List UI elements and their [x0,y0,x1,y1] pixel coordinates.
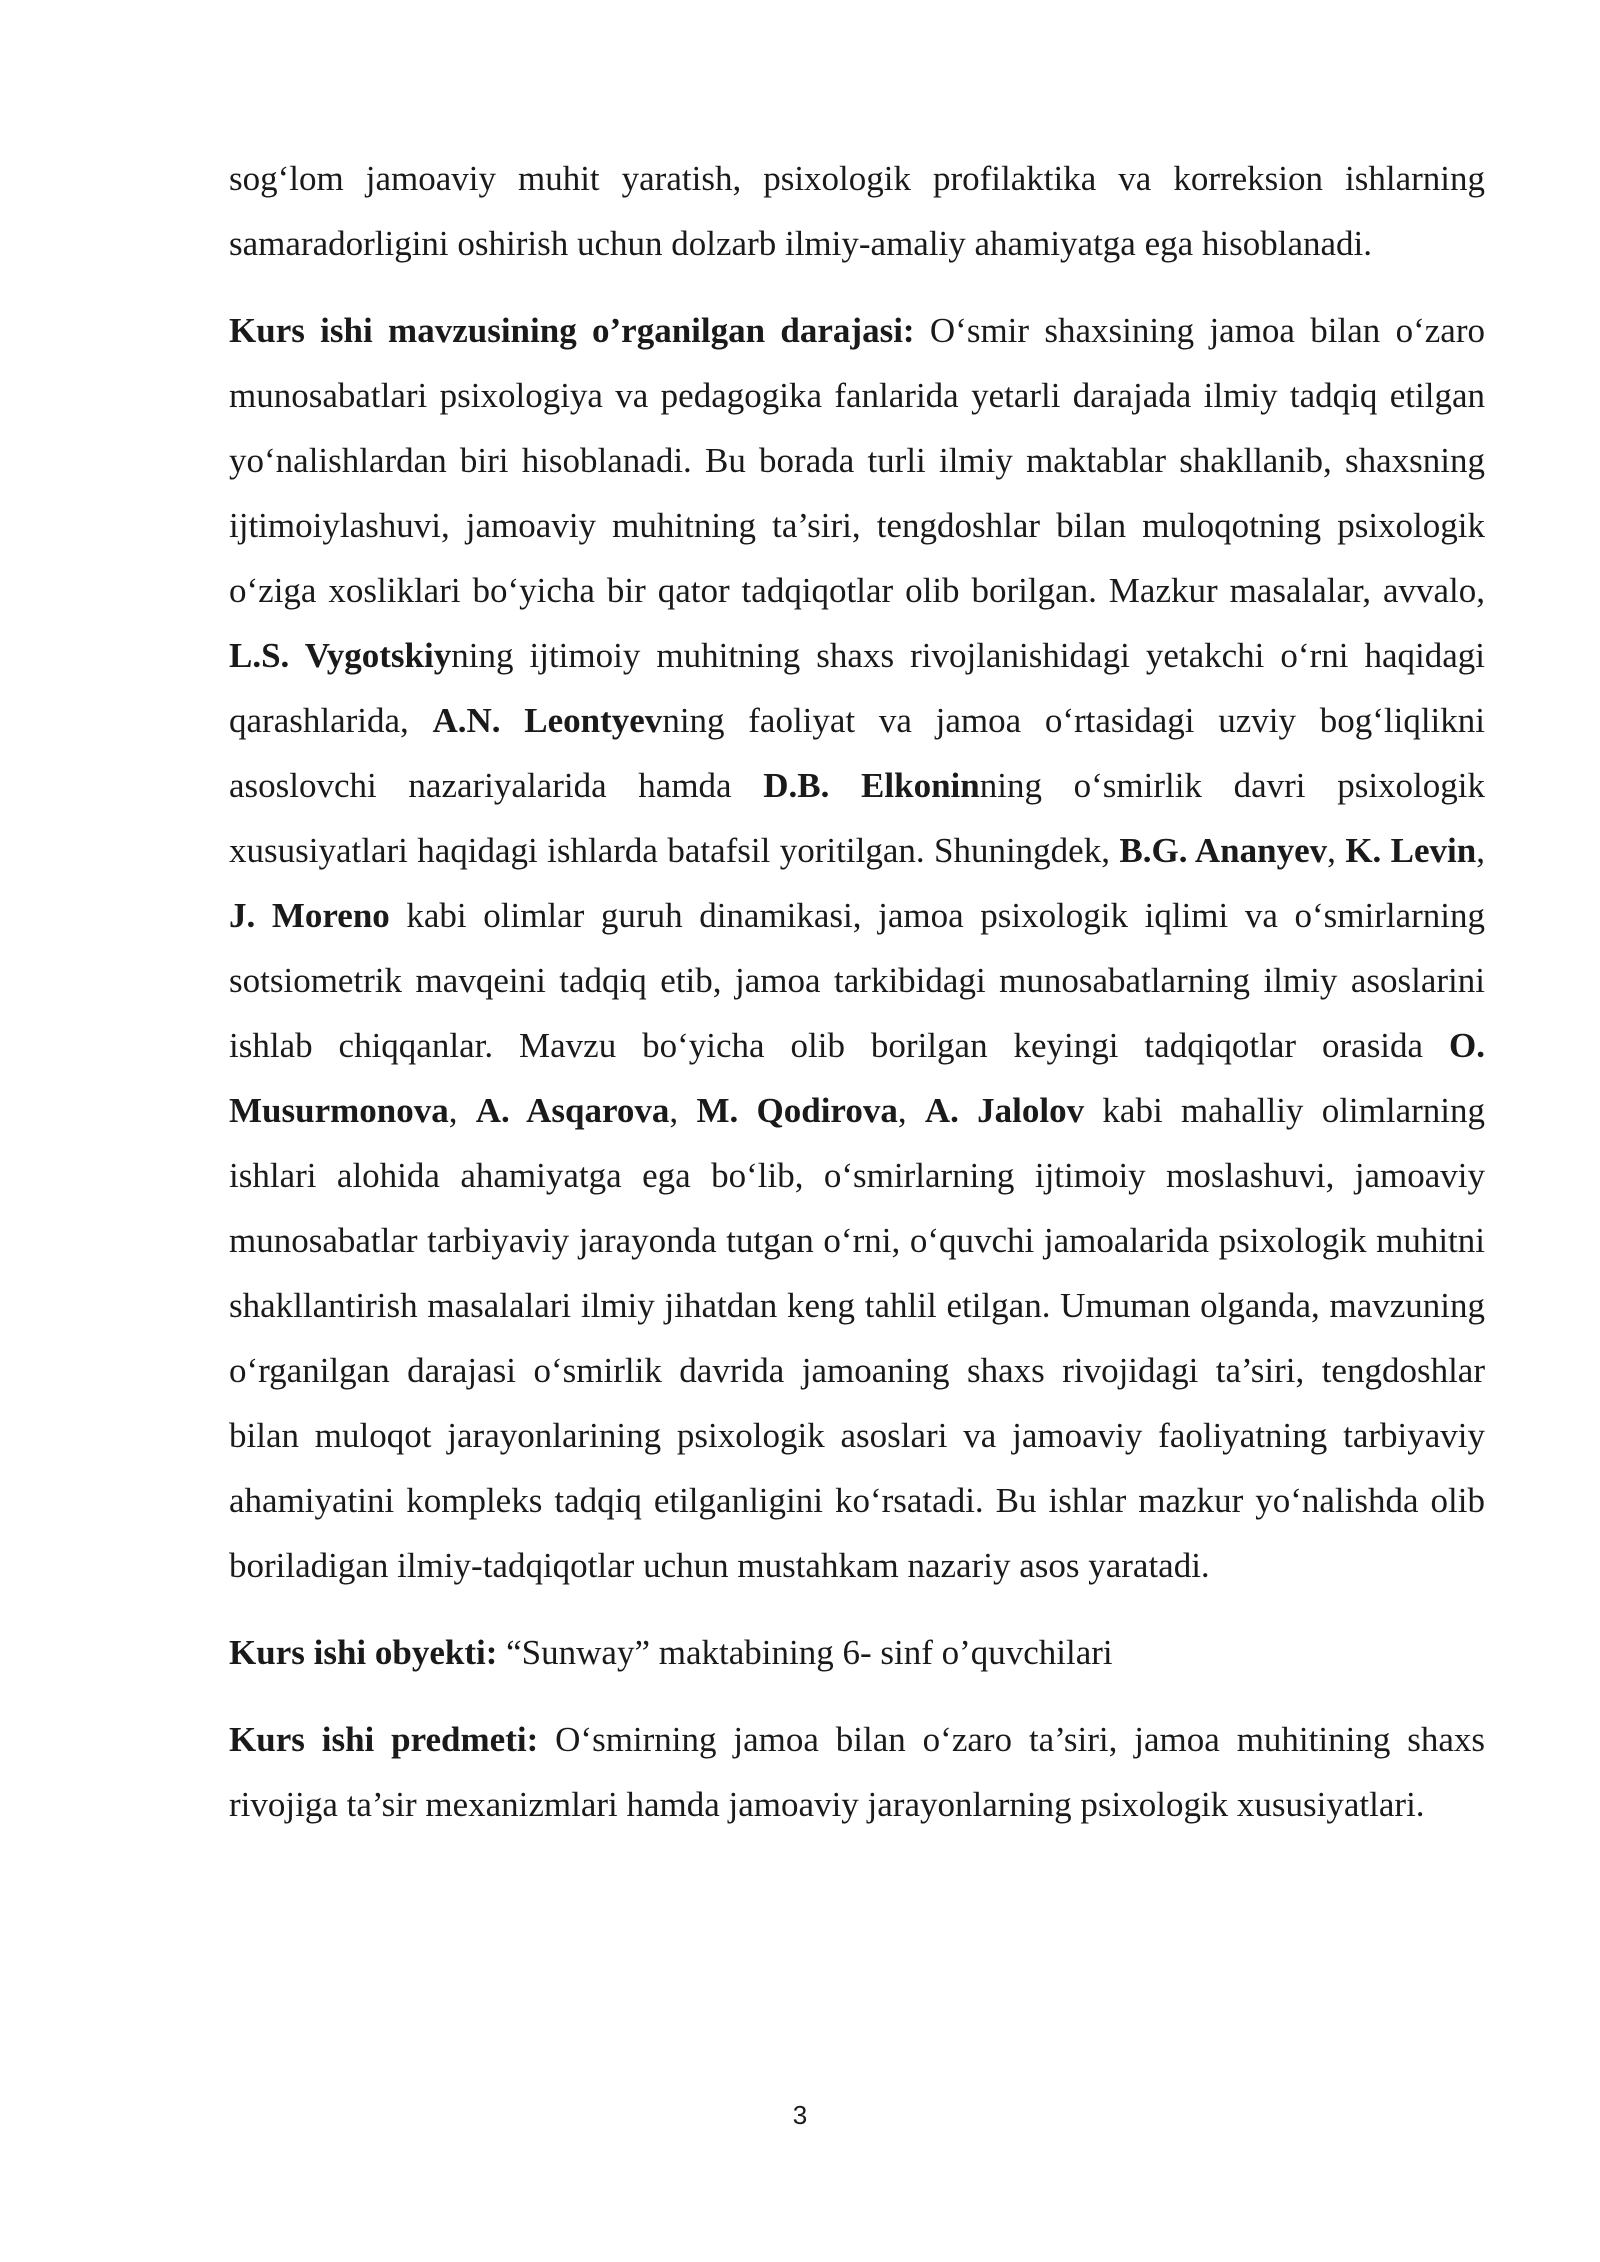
studied-degree-text-5: kabi olimlar guruh dinamikasi, jamoa psixologik iqlimi va o‘smirlarning sotsiometrik mavqeini tadqiq etib, jamoa tarkibidagi munosabatlarning ilmiy asoslarini ishlab chiqqanlar. Mavzu bo‘yicha olib borilgan keyingi tadqiqotlar orasida [229,896,1486,1065]
separator: , [448,1091,476,1130]
author-moreno: J. Moreno [229,896,390,935]
author-jalolov: A. Jalolov [924,1091,1085,1130]
studied-degree-paragraph [229,298,1485,1598]
object-heading: Kurs ishi obyekti: [229,1633,498,1672]
separator: , [1327,831,1346,870]
intro-text: sog‘lom jamoaviy muhit yaratish, psixologik profilaktika va korreksion ishlarning samaradorligini oshirish uchun dolzarb ilmiy-amaliy ahamiyatga ega hisoblanadi. [229,159,1485,263]
author-qodirova: M. Qodirova [696,1091,898,1130]
page-number: 3 [792,2100,808,2130]
separator: , [1476,831,1485,870]
intro-paragraph [229,146,1485,276]
studied-degree-text-3: ning faoliyat va jamoa o‘rtasidagi uzviy bog‘liqlikni asoslovchi nazariyalarida hamda [229,701,1485,805]
studied-degree-text-4: ning o‘smirlik davri psixologik xususiyatlari haqidagi ishlarda batafsil yoritilgan. Shuningdek, [229,766,1485,870]
document-page [229,146,1485,1859]
author-leontyev: A.N. Leontyev [432,701,663,740]
separator: , [897,1091,925,1130]
studied-degree-text-1: O‘smir shaxsining jamoa bilan o‘zaro munosabatlari psixologiya va pedagogika fanlarida yetarli darajada ilmiy tadqiq etilgan yo‘nalishlardan biri hisoblanadi. Bu borada turli ilmiy maktablar shakllanib, shaxsning ijtimoiylashuvi, jamoaviy muhitning ta’siri, tengdoshlar bilan muloqotning psixologik o‘ziga xosliklari bo‘yicha bir qator tadqiqotlar olib borilgan. Mazkur masalalar, avvalo, [229,311,1485,610]
author-levin: K. Levin [1345,831,1477,870]
subject-paragraph [229,1707,1485,1837]
author-elkonin: D.B. Elkonin [763,766,980,805]
author-musurmonova: O. Musurmonova [229,1026,1485,1130]
object-paragraph [229,1620,1485,1685]
object-text: “Sunway” maktabining 6- sinf o’quvchilari [497,1633,1113,1672]
studied-degree-text-6: kabi mahalliy olimlarning ishlari alohida ahamiyatga ega bo‘lib, o‘smirlarning ijtimoiy moslashuvi, jamoaviy munosabatlar tarbiyaviy jarayonda tutgan o‘rni, o‘quvchi jamoalarida psixologik muhitni shakllantirish masalalari ilmiy jihatdan keng tahlil etilgan. Umuman olganda, mavzuning o‘rganilgan darajasi o‘smirlik davrida jamoaning shaxs rivojidagi ta’siri, tengdoshlar bilan muloqot jarayonlarining psixologik asoslari va jamoaviy faoliyatning tarbiyaviy ahamiyatini kompleks tadqiq etilganligini ko‘rsatadi. Bu ishlar mazkur yo‘nalishda olib boriladigan ilmiy-tadqiqotlar uchun mustahkam nazariy asos yaratadi. [229,1091,1486,1585]
author-asqarova: A. Asqarova [475,1091,670,1130]
studied-degree-heading: Kurs ishi mavzusining o’rganilgan darajasi: [229,311,915,350]
separator: , [669,1091,697,1130]
author-ananyev: B.G. Ananyev [1119,831,1328,870]
subject-text: O‘smirning jamoa bilan o‘zaro ta’siri, jamoa muhitining shaxs rivojiga ta’sir mexanizmlari hamda jamoaviy jarayonlarning psixologik xususiyatlari. [229,1720,1485,1824]
studied-degree-text-2: ning ijtimoiy muhitning shaxs rivojlanishidagi yetakchi o‘rni haqidagi qarashlarida, [229,636,1485,740]
subject-heading: Kurs ishi predmeti: [229,1720,539,1759]
author-vygotskiy: L.S. Vygotskiy [229,636,452,675]
